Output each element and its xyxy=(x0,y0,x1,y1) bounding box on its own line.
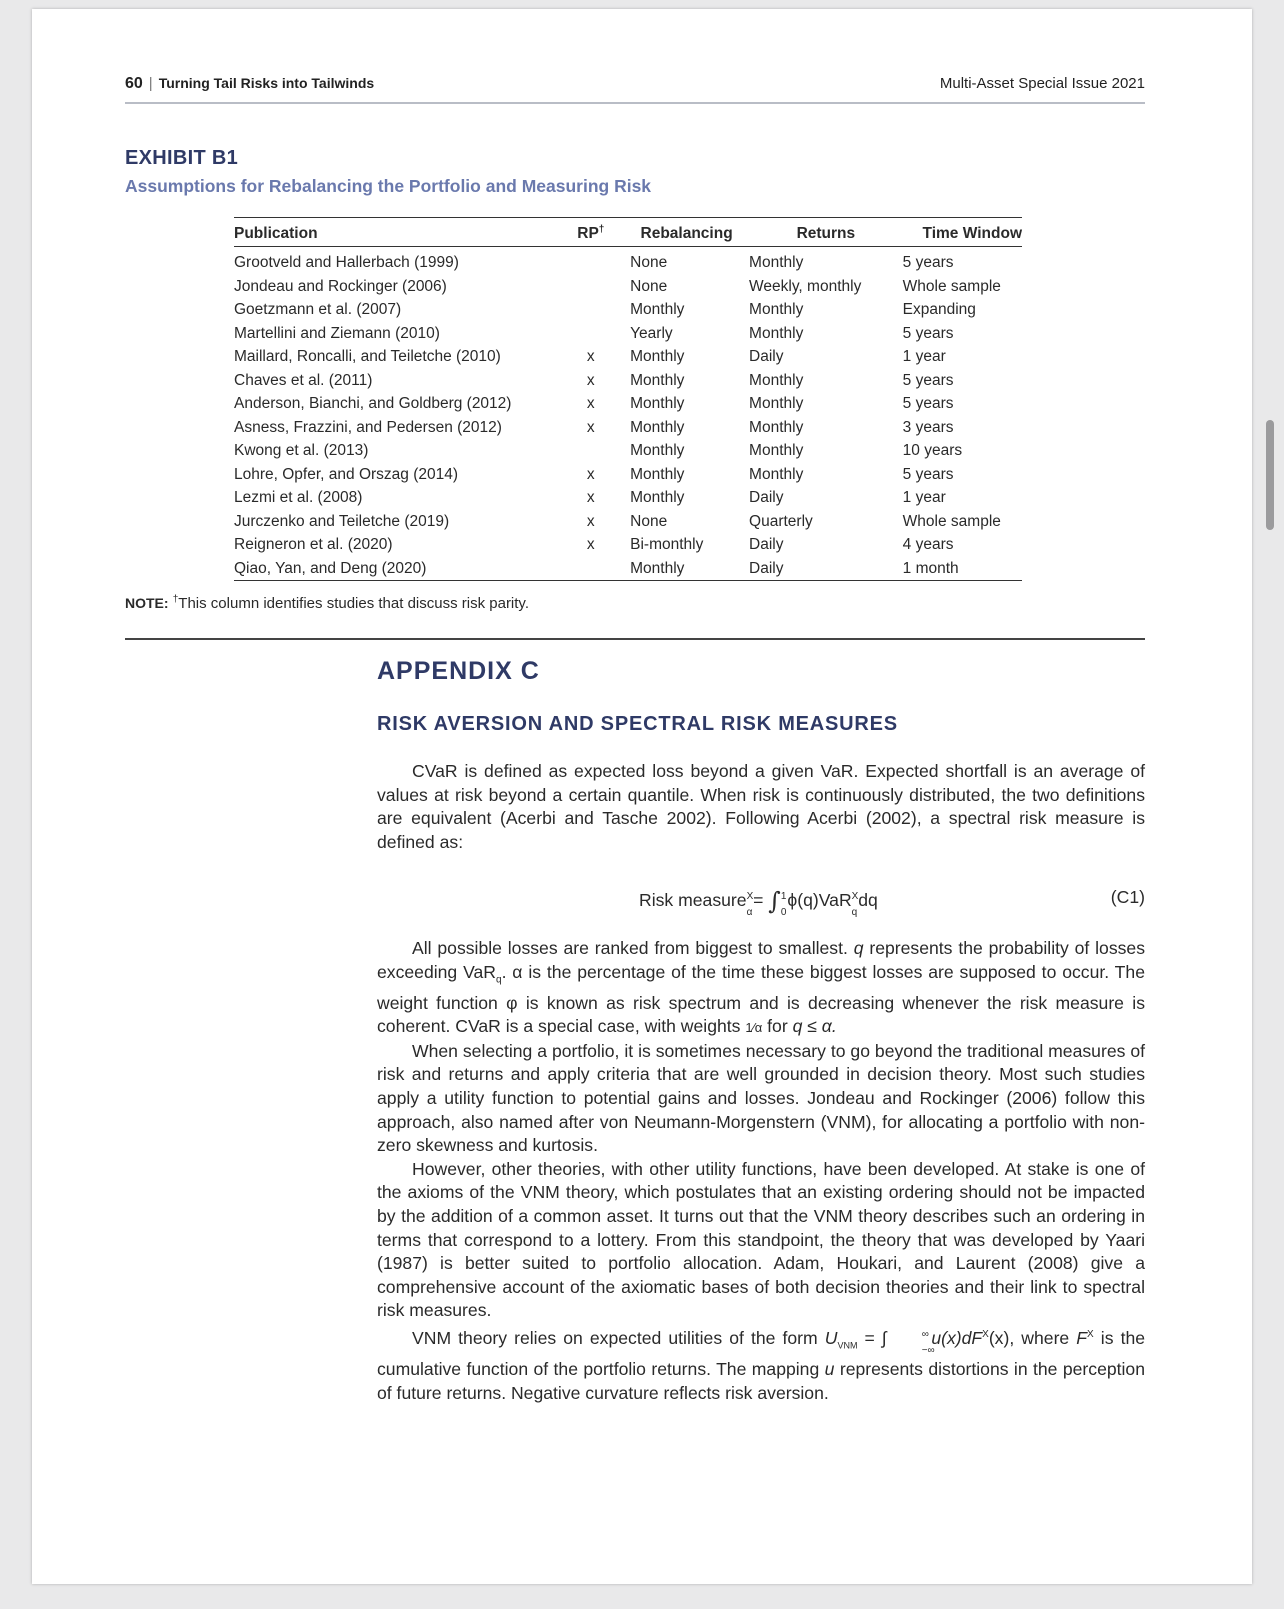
table-row xyxy=(234,247,1022,275)
paragraphs-2-5 xyxy=(377,937,1145,1405)
cell-rp: x xyxy=(586,395,595,413)
cell-rp: x xyxy=(586,536,595,554)
table-header-row xyxy=(234,218,1022,247)
cell-rebalancing: None xyxy=(630,254,668,272)
p5-int-limits xyxy=(887,1328,935,1356)
cell-rp: x xyxy=(586,418,595,436)
table-row xyxy=(234,392,1022,416)
p5-u: U xyxy=(824,1327,838,1348)
cell-rebalancing: Monthly xyxy=(630,395,685,413)
table-row xyxy=(234,533,1022,557)
cell-time-window: 1 month xyxy=(903,557,1022,581)
paragraph-1 xyxy=(377,760,1145,854)
p5-F: F xyxy=(1076,1327,1088,1348)
cell-publication: Asness, Frazzini, and Pedersen (2012) xyxy=(234,418,502,436)
issue-name: Multi-Asset Special Issue 2021 xyxy=(939,75,1145,92)
vertical-scrollbar[interactable] xyxy=(1266,420,1274,530)
table-note xyxy=(125,594,529,612)
cell-publication: Jondeau and Rockinger (2006) xyxy=(234,277,447,295)
table-row xyxy=(234,369,1022,393)
cell-time-window: 5 years xyxy=(902,254,954,272)
integral-lower: 0 xyxy=(780,907,787,918)
cell-rebalancing: Monthly xyxy=(630,371,685,389)
var-scripts xyxy=(851,891,859,918)
p5-part-2: is the cumulative function of the portfolio returns. The mapping xyxy=(377,1327,1146,1379)
var-superscript: X xyxy=(851,891,859,902)
cell-rp xyxy=(557,275,624,299)
p5-f-sup: X xyxy=(982,1329,989,1341)
page-number: 60 xyxy=(125,75,143,92)
table-row xyxy=(234,298,1022,322)
cell-rebalancing: None xyxy=(630,512,668,530)
lhs-superscript: X xyxy=(746,891,754,902)
equation-lhs-scripts xyxy=(746,891,754,918)
cell-rp xyxy=(557,322,624,346)
cell-time-window: 10 years xyxy=(902,442,963,460)
header-separator: | xyxy=(148,75,153,92)
rp-label: RP xyxy=(577,225,599,243)
paragraph-3: When selecting a portfolio, it is sometimes necessary to go beyond the traditional measures of risk and returns and apply criteria that are well grounded in decision theory. Most such studies apply a utility function to potential gains and losses. Jondeau and Rockinger (2006) follow this approach, also named after von Neumann-Morgenstern (VNM), for allocating a portfolio with non-zero skewness and kurtosis. xyxy=(377,1040,1145,1156)
p5-u2: u xyxy=(824,1358,835,1379)
p5-expr: u(x)dF xyxy=(931,1327,983,1348)
running-header xyxy=(125,75,1145,101)
cell-rp: x xyxy=(586,348,595,366)
column-header-returns: Returns xyxy=(749,218,903,247)
p5-part-1: VNM theory relies on expected utilities of the form xyxy=(412,1327,818,1348)
column-header-rebalancing: Rebalancing xyxy=(624,218,749,247)
cell-publication: Kwong et al. (2013) xyxy=(234,442,369,460)
cell-returns: Daily xyxy=(749,557,903,581)
cell-time-window: 1 year xyxy=(902,348,946,366)
equation-lhs: Risk measure xyxy=(639,890,747,910)
cell-returns: Monthly xyxy=(749,395,804,413)
column-header-rp xyxy=(557,218,624,247)
table-row xyxy=(234,416,1022,440)
p5-int-sub: −∞ xyxy=(921,1344,935,1356)
cell-returns: Weekly, monthly xyxy=(749,277,862,295)
paragraph-4: However, other theories, with other utility functions, have been developed. At stake is one of the axioms of the VNM theory, which postulates that an existing ordering should not be impacted by the addition of a common asset. It turns out that the VNM theory describes such an ordering in terms that correspond to a lottery. From this standpoint, the theory that was developed by Yaari (1987) is better suited to portfolio allocation. Adam, Houkari, and Laurent (2008) give a comprehensive account of the axiomatic bases of both decision theories and their link to spectral risk measures. xyxy=(377,1158,1145,1321)
table-row xyxy=(234,557,1022,581)
cell-time-window: 5 years xyxy=(902,395,954,413)
var-subscript: q xyxy=(851,907,858,918)
cell-time-window: Whole sample xyxy=(902,277,1001,295)
table-row xyxy=(234,510,1022,534)
paragraph-2 xyxy=(377,937,1145,1040)
note-label: NOTE: xyxy=(125,595,169,611)
cell-returns: Quarterly xyxy=(749,512,813,530)
cell-rp: x xyxy=(586,512,595,530)
cell-rp xyxy=(557,557,624,581)
cell-returns: Daily xyxy=(749,348,784,366)
equation-formula xyxy=(639,887,878,918)
cell-rp: x xyxy=(586,489,595,507)
cell-time-window: 3 years xyxy=(902,418,954,436)
p2-condition: q ≤ α. xyxy=(792,1016,837,1037)
p2-part-4: for xyxy=(767,1016,788,1037)
table-row xyxy=(234,486,1022,510)
integral-upper: 1 xyxy=(780,891,787,902)
cell-publication: Jurczenko and Teiletche (2019) xyxy=(234,512,450,530)
cell-time-window: Whole sample xyxy=(902,512,1001,530)
cell-returns: Daily xyxy=(749,536,784,554)
section-rule xyxy=(125,638,1145,640)
cell-rp: x xyxy=(586,465,595,483)
cell-time-window: 1 year xyxy=(902,489,946,507)
running-title: Turning Tail Risks into Tailwinds xyxy=(158,75,375,91)
equation-dq: dq xyxy=(858,890,878,910)
cell-publication: Lohre, Opfer, and Orszag (2014) xyxy=(234,465,459,483)
cell-time-window: 4 years xyxy=(902,536,954,554)
cell-publication: Chaves et al. (2011) xyxy=(234,371,373,389)
table-row xyxy=(234,275,1022,299)
p2-fraction: 1⁄α xyxy=(745,1020,763,1036)
cell-rebalancing: Monthly xyxy=(630,489,685,507)
table-row xyxy=(234,322,1022,346)
p5-int-sup: ∞ xyxy=(921,1328,929,1340)
p2-part-1: All possible losses are ranked from biggest to smallest. xyxy=(412,938,848,958)
header-rule xyxy=(125,102,1145,104)
cell-publication: Reigneron et al. (2020) xyxy=(234,536,393,554)
column-header-time-window: Time Window xyxy=(903,218,1022,247)
p5-F-sup: X xyxy=(1087,1329,1094,1341)
cell-publication: Qiao, Yan, and Deng (2020) xyxy=(234,557,557,581)
integral-sign: ∫ xyxy=(768,887,781,915)
lhs-subscript: α xyxy=(746,907,753,918)
cell-rebalancing: Monthly xyxy=(630,301,685,319)
cell-returns: Monthly xyxy=(749,324,804,342)
document-page xyxy=(32,9,1252,1584)
p2-sub-q: q xyxy=(496,974,502,986)
p5-part-3: represents distortions in the perception of future returns. Negative curvature reflects risk aversion. xyxy=(377,1358,1145,1403)
cell-returns: Monthly xyxy=(749,465,804,483)
rp-dagger: † xyxy=(598,224,605,235)
cell-publication: Grootveld and Hallerbach (1999) xyxy=(234,254,459,272)
cell-rp xyxy=(557,247,624,275)
cell-returns: Monthly xyxy=(749,442,804,460)
p2-part-2: represents the probability of losses exceeding VaR xyxy=(377,938,1146,982)
equation-integrand: ϕ(q)VaR xyxy=(787,890,852,910)
cell-rebalancing: Monthly xyxy=(630,418,685,436)
p5-expr-2: (x), where xyxy=(988,1327,1070,1348)
p5-u-sub: VNM xyxy=(837,1340,858,1351)
cell-rebalancing: Monthly xyxy=(630,348,685,366)
appendix-title: APPENDIX C xyxy=(377,657,540,685)
column-header-publication: Publication xyxy=(234,218,557,247)
cell-rebalancing: None xyxy=(630,277,668,295)
cell-rp: x xyxy=(586,371,595,389)
cell-rp xyxy=(557,439,624,463)
exhibit-table xyxy=(234,217,1022,581)
cell-time-window: Expanding xyxy=(902,301,976,319)
exhibit-label: EXHIBIT B1 xyxy=(125,147,239,169)
cell-rebalancing: Yearly xyxy=(630,324,673,342)
appendix-subtitle: RISK AVERSION AND SPECTRAL RISK MEASURES xyxy=(377,713,898,735)
cell-publication: Martellini and Ziemann (2010) xyxy=(234,324,440,342)
equation-number: (C1) xyxy=(1110,887,1145,907)
note-text: This column identifies studies that discuss risk parity. xyxy=(178,595,529,612)
cell-rp xyxy=(557,298,624,322)
cell-returns: Monthly xyxy=(749,371,804,389)
cell-publication: Lezmi et al. (2008) xyxy=(234,489,363,507)
cell-returns: Monthly xyxy=(749,418,804,436)
p2-part-3: . α is the percentage of the time these biggest losses are supposed to occur. The weight function φ is known as risk spectrum and is decreasing whenever the risk measure is coherent. CVaR is a special case, with weights xyxy=(377,961,1145,1037)
cell-rebalancing: Bi-monthly xyxy=(630,536,704,554)
cell-publication: Goetzmann et al. (2007) xyxy=(234,301,402,319)
p5-eq: = ∫ xyxy=(864,1327,887,1348)
cell-returns: Monthly xyxy=(749,254,804,272)
table-row xyxy=(234,345,1022,369)
table-row xyxy=(234,463,1022,487)
cell-rebalancing: Monthly xyxy=(624,557,749,581)
cell-time-window: 5 years xyxy=(902,324,954,342)
cell-rebalancing: Monthly xyxy=(630,442,685,460)
p2-var-q: q xyxy=(853,938,864,958)
table-row xyxy=(234,439,1022,463)
note-dagger: † xyxy=(172,594,179,605)
paragraph-5 xyxy=(377,1323,1145,1405)
integral-limits xyxy=(780,891,787,918)
paragraph-1-text: CVaR is defined as expected loss beyond a given VaR. Expected shortfall is an average of values at risk beyond a certain quantile. When risk is continuously distributed, the two definitions are equivalent (Acerbi and Tasche 2002). Following Acerbi (2002), a spectral risk measure is defined as: xyxy=(377,761,1145,852)
equation-equals: = xyxy=(753,890,764,910)
cell-returns: Daily xyxy=(749,489,784,507)
equation-c1 xyxy=(377,887,1145,917)
cell-publication: Maillard, Roncalli, and Teiletche (2010) xyxy=(234,348,501,366)
cell-rebalancing: Monthly xyxy=(630,465,685,483)
cell-publication: Anderson, Bianchi, and Goldberg (2012) xyxy=(234,395,512,413)
cell-returns: Monthly xyxy=(749,301,804,319)
cell-time-window: 5 years xyxy=(902,371,954,389)
exhibit-title: Assumptions for Rebalancing the Portfolio and Measuring Risk xyxy=(125,176,652,196)
cell-time-window: 5 years xyxy=(902,465,954,483)
exhibit-table-body xyxy=(234,247,1022,581)
